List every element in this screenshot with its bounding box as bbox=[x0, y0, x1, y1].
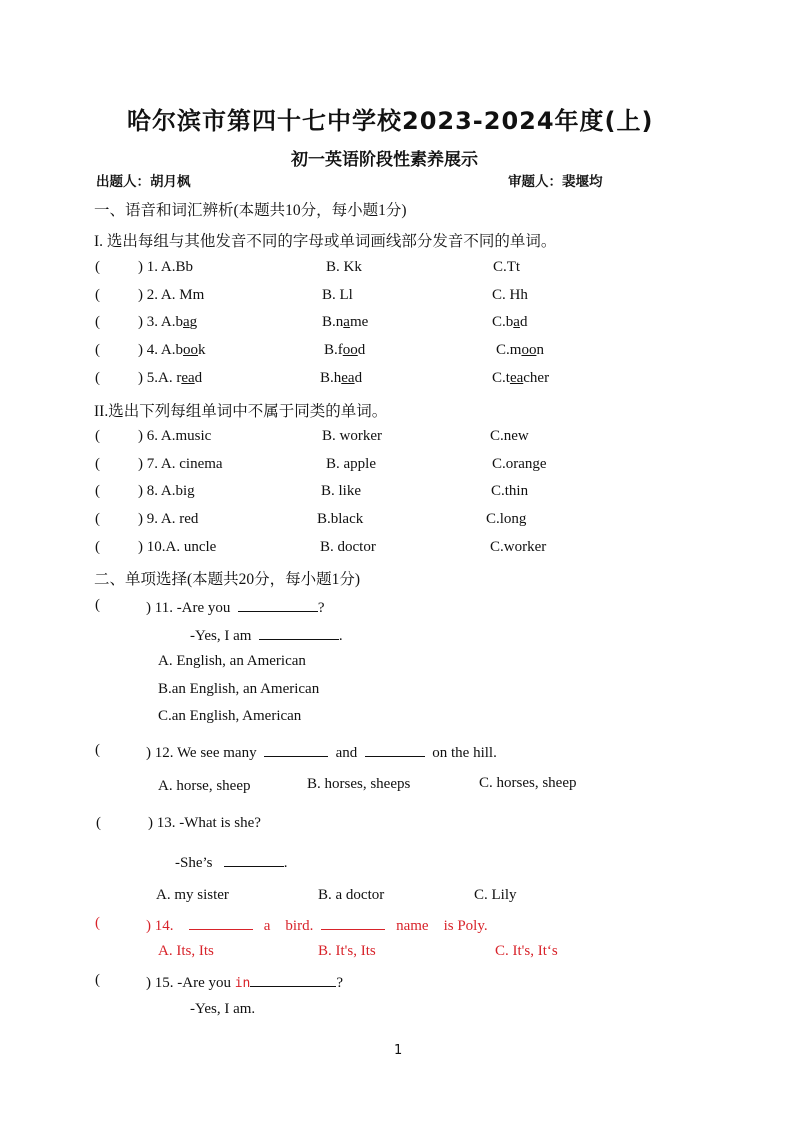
answer-blank[interactable] bbox=[189, 915, 253, 930]
option-c: C.Tt bbox=[493, 259, 521, 275]
answer-blank[interactable] bbox=[224, 852, 284, 867]
answer-paren: ( bbox=[95, 483, 100, 499]
question-11: ) 11. -Are you ? bbox=[146, 597, 325, 617]
question-1: ) 1. A.Bb bbox=[138, 259, 194, 275]
answer-blank[interactable] bbox=[250, 972, 336, 987]
question-5: ) 5.A. read bbox=[138, 370, 203, 386]
option-b: B.name bbox=[322, 314, 369, 330]
question-13-answer: -She’s . bbox=[175, 852, 288, 872]
handwritten-answer: in bbox=[234, 976, 251, 991]
option-b: B. Ll bbox=[322, 287, 353, 303]
answer-paren: ( bbox=[95, 287, 100, 303]
question-15: ) 15. -Are you in ? bbox=[146, 972, 343, 992]
option-b: B. a doctor bbox=[318, 887, 385, 903]
answer-paren: ( bbox=[95, 742, 100, 758]
question-reviewer: 审题人：裴堰均 bbox=[508, 174, 603, 190]
option-c: C.bad bbox=[492, 314, 528, 330]
option-c: C.teacher bbox=[492, 370, 550, 386]
answer-paren: ( bbox=[95, 511, 100, 527]
option-b: B.an English, an American bbox=[158, 681, 320, 697]
answer-paren: ( bbox=[95, 915, 100, 931]
answer-blank[interactable] bbox=[321, 915, 385, 930]
page-title: 哈尔滨市第四十七中学校2023-2024年度(上) bbox=[127, 107, 654, 135]
option-c: C. Hh bbox=[492, 287, 528, 303]
option-c: C. Lily bbox=[474, 887, 517, 903]
option-a: A. my sister bbox=[156, 887, 229, 903]
question-11-answer: -Yes, I am . bbox=[190, 625, 343, 645]
subsection-heading-2: II.选出下列每组单词中不属于同类的单词。 bbox=[94, 403, 388, 420]
option-c: C.thin bbox=[491, 483, 529, 499]
option-c: C. horses, sheep bbox=[479, 775, 577, 791]
option-b: B. like bbox=[321, 483, 361, 499]
answer-paren: ( bbox=[95, 597, 100, 613]
answer-blank[interactable] bbox=[238, 597, 318, 612]
answer-paren: ( bbox=[96, 815, 101, 831]
question-7: ) 7. A. cinema bbox=[138, 456, 223, 472]
question-9: ) 9. A. red bbox=[138, 511, 199, 527]
answer-paren: ( bbox=[95, 456, 100, 472]
question-6: ) 6. A.music bbox=[138, 428, 212, 444]
option-c: C.moon bbox=[496, 342, 544, 358]
answer-paren: ( bbox=[95, 259, 100, 275]
answer-paren: ( bbox=[95, 539, 100, 555]
option-a: A. Its, Its bbox=[158, 943, 214, 959]
answer-paren: ( bbox=[95, 370, 100, 386]
question-15-answer: -Yes, I am. bbox=[190, 1001, 256, 1017]
section-heading-2: 二、单项选择(本题共20分，每小题1分) bbox=[94, 571, 361, 588]
page-number: 1 bbox=[394, 1043, 403, 1058]
option-b: B. horses, sheeps bbox=[307, 776, 411, 792]
option-a: A. English, an American bbox=[158, 653, 306, 669]
option-c: C.new bbox=[490, 428, 529, 444]
option-a: A. horse, sheep bbox=[158, 778, 251, 794]
answer-blank[interactable] bbox=[365, 742, 425, 757]
option-b: B.head bbox=[320, 370, 363, 386]
option-c: C.long bbox=[486, 511, 527, 527]
option-b: B. worker bbox=[322, 428, 382, 444]
question-8: ) 8. A.big bbox=[138, 483, 195, 499]
answer-blank[interactable] bbox=[264, 742, 328, 757]
option-c: C.orange bbox=[492, 456, 547, 472]
answer-blank[interactable] bbox=[259, 625, 339, 640]
option-b: B.black bbox=[317, 511, 364, 527]
option-b: B. doctor bbox=[320, 539, 376, 555]
question-14: ) 14. a bird. name is Poly. bbox=[146, 915, 488, 935]
option-b: B. Kk bbox=[326, 259, 362, 275]
subsection-heading-1: I. 选出每组与其他发音不同的字母或单词画线部分发音不同的单词。 bbox=[94, 233, 557, 250]
section-heading-1: 一、语音和词汇辨析(本题共10分，每小题1分) bbox=[94, 202, 407, 219]
option-c: C.an English, American bbox=[158, 708, 302, 724]
option-b: B. It's, Its bbox=[318, 943, 376, 959]
answer-paren: ( bbox=[95, 314, 100, 330]
answer-paren: ( bbox=[95, 342, 100, 358]
question-3: ) 3. A.bag bbox=[138, 314, 198, 330]
answer-paren: ( bbox=[95, 428, 100, 444]
option-b: B. apple bbox=[326, 456, 376, 472]
answer-paren: ( bbox=[95, 972, 100, 988]
option-b: B.food bbox=[324, 342, 366, 358]
question-13: ) 13. -What is she? bbox=[148, 815, 261, 831]
option-c: C.worker bbox=[490, 539, 547, 555]
option-c: C. It's, It‘s bbox=[495, 943, 558, 959]
question-10: ) 10.A. uncle bbox=[138, 539, 217, 555]
question-2: ) 2. A. Mm bbox=[138, 287, 205, 303]
page-subtitle: 初一英语阶段性素养展示 bbox=[291, 150, 478, 170]
question-12: ) 12. We see many and on the hill. bbox=[146, 742, 497, 762]
question-setter: 出题人：胡月枫 bbox=[96, 174, 191, 190]
question-4: ) 4. A.book bbox=[138, 342, 206, 358]
